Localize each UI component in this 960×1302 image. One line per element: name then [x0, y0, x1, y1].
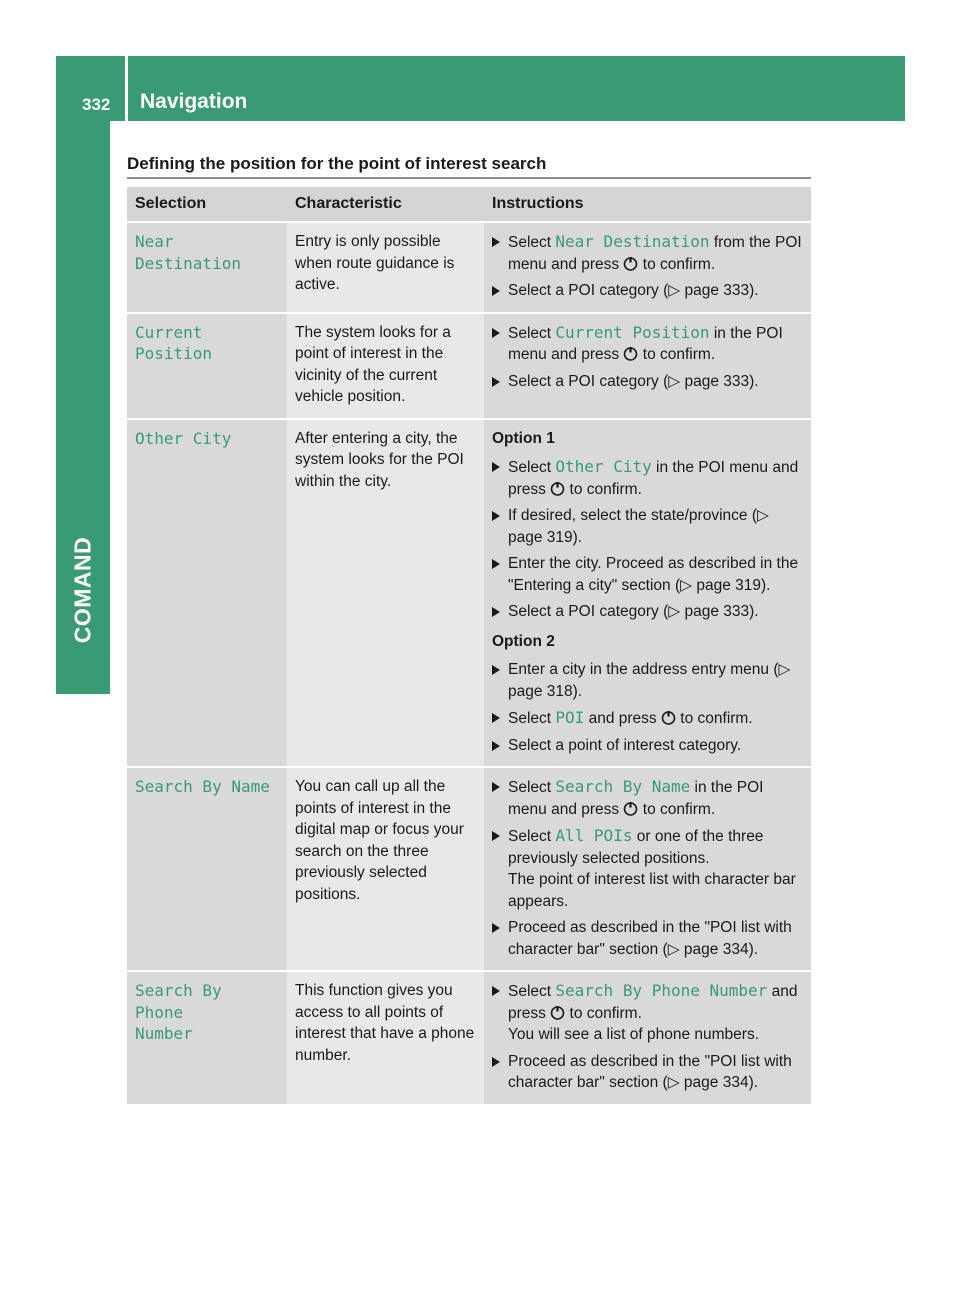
- instruction-step: Select POI and press to confirm.: [492, 707, 803, 730]
- selection-other-city: Other City: [135, 428, 232, 448]
- selection-cell: [127, 313, 287, 419]
- instruction-step: If desired, select the state/province (▷ page 319).: [492, 505, 803, 548]
- instruction-step: Select Near Destination from the POI menu and press to confirm.: [492, 231, 803, 275]
- heading-rule: [127, 177, 811, 179]
- table-row: [127, 419, 811, 768]
- instruction-step: Proceed as described in the "POI list with character bar" section (▷ page 334).: [492, 917, 803, 960]
- menu-item-code: Current Position: [555, 322, 710, 342]
- selection-cell: [127, 971, 287, 1105]
- selection-cell: [127, 419, 287, 768]
- instructions-cell: [484, 767, 811, 971]
- controller-press-icon: [550, 1005, 565, 1020]
- header-divider: [125, 56, 128, 121]
- selection-search-by-phone-l2: Number: [135, 1024, 193, 1043]
- instruction-step: Select a POI category (▷ page 333).: [492, 280, 803, 302]
- characteristic-cell: This function gives you access to all points of interest that have a phone number.: [287, 971, 484, 1105]
- selection-cell: [127, 222, 287, 313]
- instruction-step: Enter the city. Proceed as described in the "Entering a city" section (▷ page 319).: [492, 553, 803, 596]
- controller-press-icon: [623, 801, 638, 816]
- instruction-step: Enter a city in the address entry menu (▷ page 318).: [492, 659, 803, 702]
- step-arrow-icon: [492, 1057, 500, 1067]
- table-row: [127, 313, 811, 419]
- step-arrow-icon: [492, 831, 500, 841]
- menu-item-code: POI: [555, 708, 585, 727]
- step-arrow-icon: [492, 986, 500, 996]
- selection-cell: [127, 767, 287, 971]
- table-row: [127, 222, 811, 313]
- menu-item-code: All POIs: [555, 826, 633, 845]
- controller-press-icon: [623, 346, 638, 361]
- instruction-step: Select a POI category (▷ page 333).: [492, 601, 803, 623]
- controller-press-icon: [550, 481, 565, 496]
- step-arrow-icon: [492, 665, 500, 675]
- step-arrow-icon: [492, 237, 500, 247]
- selection-search-by-name: Search By Name: [135, 777, 270, 796]
- table-header-row: [127, 187, 811, 222]
- step-arrow-icon: [492, 286, 500, 296]
- instruction-step: Select All POIs or one of the three previously selected positions. The point of interest list with character bar appears.: [492, 825, 803, 912]
- instruction-step: Select a point of interest category.: [492, 735, 803, 757]
- table-row: [127, 767, 811, 971]
- step-arrow-icon: [492, 607, 500, 617]
- column-header-characteristic: Characteristic: [287, 187, 484, 222]
- step-arrow-icon: [492, 462, 500, 472]
- characteristic-cell: After entering a city, the system looks for the POI within the city.: [287, 419, 484, 768]
- step-arrow-icon: [492, 782, 500, 792]
- selection-search-by-phone-l1: Search By Phone: [135, 981, 222, 1022]
- instruction-step: Proceed as described in the "POI list with character bar" section (▷ page 334).: [492, 1051, 803, 1094]
- instruction-step: Select Search By Phone Number and press to confirm. You will see a list of phone numbers.: [492, 980, 803, 1046]
- option-1-title: Option 1: [492, 429, 555, 447]
- side-tab-label: COMAND: [69, 536, 96, 644]
- controller-press-icon: [623, 256, 638, 271]
- controller-press-icon: [661, 710, 676, 725]
- option-2-title: Option 2: [492, 632, 555, 650]
- instructions-cell: [484, 971, 811, 1105]
- instruction-step: Select Current Position in the POI menu and press to confirm.: [492, 322, 803, 366]
- step-arrow-icon: [492, 741, 500, 751]
- step-arrow-icon: [492, 713, 500, 723]
- instruction-step: Select a POI category (▷ page 333).: [492, 371, 803, 393]
- instructions-cell: [484, 419, 811, 768]
- selection-current-position-l1: Current: [135, 322, 203, 342]
- table-heading: Defining the position for the point of interest search: [127, 154, 547, 173]
- menu-item-code: Search By Name: [555, 777, 691, 796]
- selection-near-destination-l1: Near: [135, 232, 174, 251]
- table-row: [127, 971, 811, 1105]
- instruction-step: Select Search By Name in the POI menu and press to confirm.: [492, 776, 803, 820]
- instructions-cell: [484, 313, 811, 419]
- instructions-cell: [484, 222, 811, 313]
- poi-position-table: [127, 187, 811, 1106]
- instruction-step: Select Other City in the POI menu and press to confirm.: [492, 456, 803, 500]
- section-title: Navigation: [140, 90, 248, 113]
- step-arrow-icon: [492, 377, 500, 387]
- column-header-instructions: Instructions: [484, 187, 811, 222]
- column-header-selection: Selection: [127, 187, 287, 222]
- step-arrow-icon: [492, 328, 500, 338]
- menu-item-code: Other City: [555, 457, 652, 476]
- step-arrow-icon: [492, 923, 500, 933]
- selection-near-destination-l2: Destination: [135, 253, 241, 273]
- step-arrow-icon: [492, 559, 500, 569]
- menu-item-code: Search By Phone Number: [555, 981, 768, 1000]
- characteristic-cell: Entry is only possible when route guidance is active.: [287, 222, 484, 313]
- menu-item-code: Near Destination: [555, 232, 710, 251]
- step-arrow-icon: [492, 511, 500, 521]
- characteristic-cell: You can call up all the points of interest in the digital map or focus your search on the three previously selected positions.: [287, 767, 484, 971]
- characteristic-cell: The system looks for a point of interest in the vicinity of the current vehicle position.: [287, 313, 484, 419]
- page-number: 332: [82, 95, 111, 114]
- selection-current-position-l2: Position: [135, 344, 213, 363]
